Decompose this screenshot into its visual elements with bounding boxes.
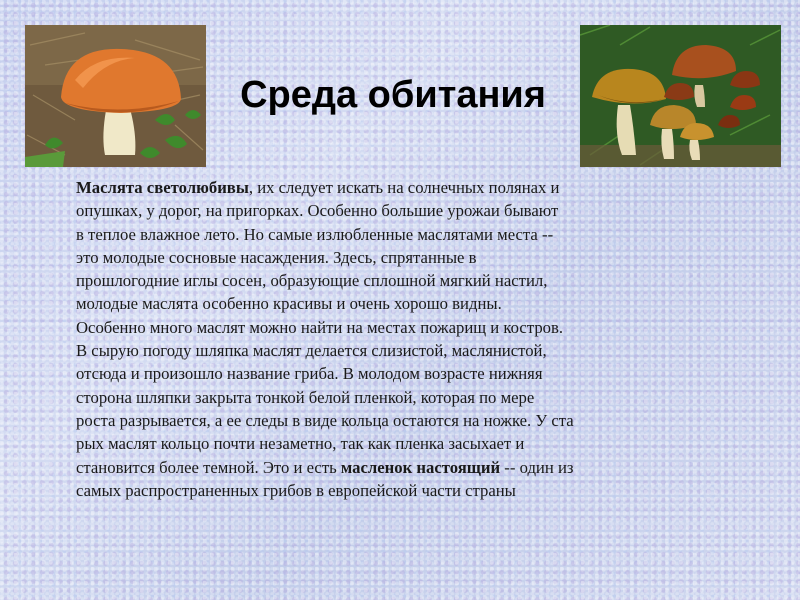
text-segment: молодые маслята особенно красивы и очень хорошо видны. xyxy=(76,294,502,314)
text-line xyxy=(76,456,776,479)
text-segment: , их следует искать на солнечных полянах и xyxy=(248,178,560,197)
text-line xyxy=(76,362,776,385)
text-segment: опушках, у дорог, на пригорках. Особенно большие урожаи бывают xyxy=(76,201,559,221)
text-line xyxy=(76,176,776,199)
mushroom-photo-left xyxy=(25,25,206,167)
text-line xyxy=(76,246,776,269)
text-line xyxy=(76,269,776,292)
text-segment: роста разрывается, а ее следы в виде кольца остаются на ножке. У ста xyxy=(76,410,574,430)
text-segment: -- один из xyxy=(500,457,574,477)
body-text xyxy=(76,176,776,502)
text-segment: самых распространенных грибов в европейской части страны xyxy=(76,480,516,500)
text-segment: в теплое влажное лето. Но самые излюбленные маслятами места -- xyxy=(76,224,554,244)
text-segment: становится более темной. Это и есть xyxy=(76,457,341,477)
text-line xyxy=(76,316,776,339)
text-line xyxy=(76,432,776,455)
emphasized-text: Маслята светолюбивы xyxy=(76,178,249,197)
text-line xyxy=(76,199,776,222)
text-line xyxy=(76,386,776,409)
emphasized-text: масленок настоящий xyxy=(340,457,501,477)
single-mushroom-image xyxy=(25,25,206,167)
text-segment: это молодые сосновые насаждения. Здесь, спрятанные в xyxy=(76,247,477,267)
page-title: Среда обитания xyxy=(240,74,546,116)
mushroom-photo-right xyxy=(580,25,781,167)
text-segment: В сырую погоду шляпка маслят делается слизистой, маслянистой, xyxy=(76,341,547,361)
text-segment: рых маслят кольцо почти незаметно, так как пленка засыхает и xyxy=(76,434,525,454)
mushroom-group-image xyxy=(580,25,781,167)
text-segment: прошлогодние иглы сосен, образующие сплошной мягкий настил, xyxy=(76,271,548,291)
text-line xyxy=(76,339,776,362)
text-line xyxy=(76,292,776,315)
text-segment: отсюда и произошло название гриба. В молодом возрасте нижняя xyxy=(76,364,543,384)
text-line xyxy=(76,223,776,246)
text-line xyxy=(76,479,776,502)
text-line xyxy=(76,409,776,432)
text-segment: Особенно много маслят можно найти на местах пожарищ и костров. xyxy=(76,317,564,337)
text-segment: сторона шляпки закрыта тонкой белой пленкой, которая по мере xyxy=(76,387,535,407)
